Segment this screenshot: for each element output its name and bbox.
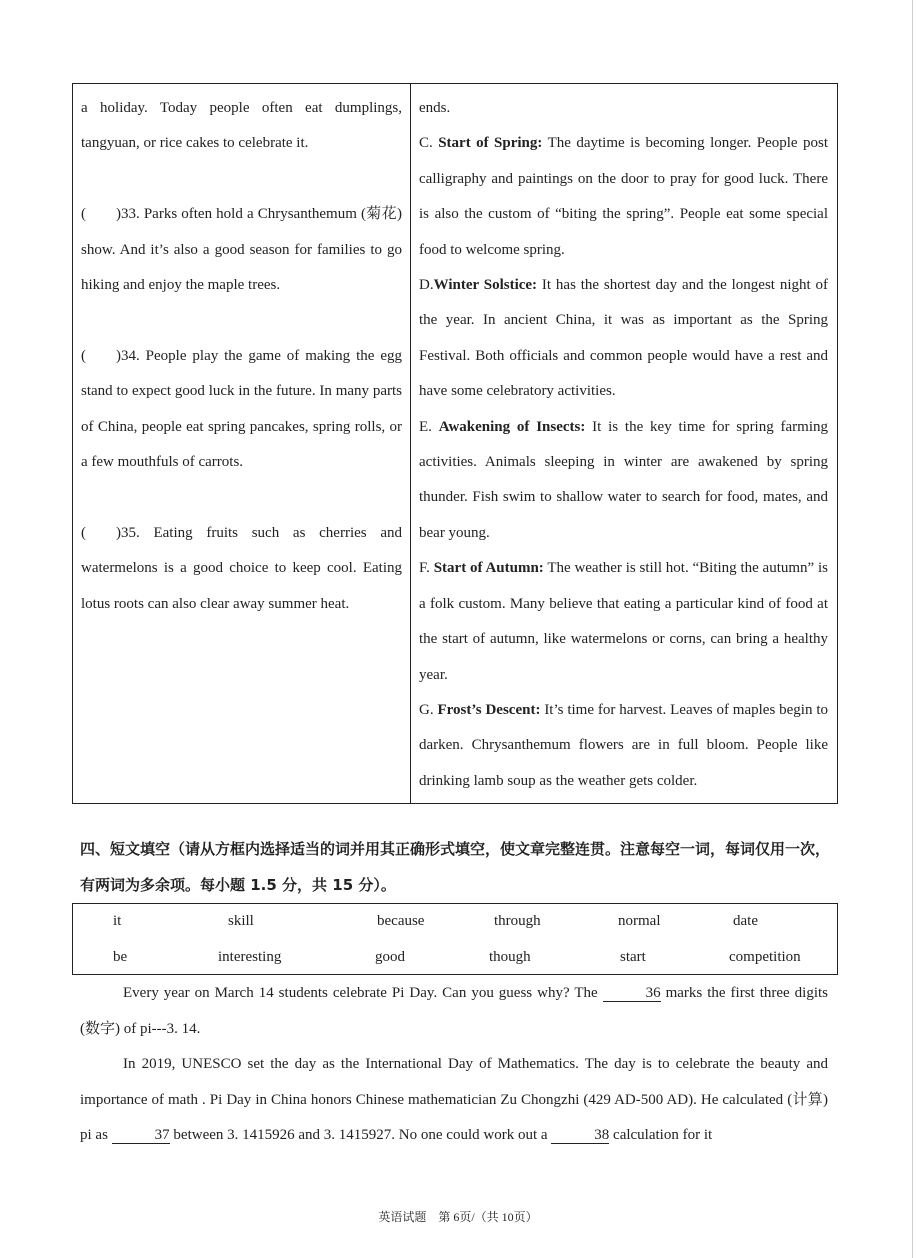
heading-score-total: 15 [332, 875, 354, 894]
question-33: ( )33. Parks often hold a Chrysanthemum (菊花) show. And it’s also a good season for families to go hiking and enjoy the maple trees. [81, 206, 402, 294]
option-c-text: The daytime is becoming longer. People post calligraphy and paintings on the door to pray for good luck. There is also the custom of “biting the spring”. People eat some special food to welcome spring. [419, 135, 829, 258]
passage-text: Every year on March 14 students celebrate Pi Day. Can you guess why? The [123, 985, 603, 1001]
option-d-label: D. [419, 277, 434, 294]
word-bank-item: date [733, 913, 758, 929]
word-bank-item: through [494, 913, 541, 929]
option-f-title: Start of Autumn: [433, 560, 544, 577]
option-d-title: Winter Solstice: [433, 277, 538, 294]
heading-part-a: 四、短文填空（请从方框内选择适当的词并用其正确形式填空，使文章完整连贯。注意每空一词，每词仅用一次，有两词为多余项。每小题 [80, 840, 831, 894]
heading-part-c: 分）。 [353, 875, 396, 894]
heading-part-b: 分，共 [276, 875, 333, 894]
option-f-text: The weather is still hot. “Biting the autumn” is a folk custom. Many believe that eating a particular kind of food at the start of autumn, like watermelons or corns, can bring a healthy year. [419, 560, 829, 683]
word-bank-item: interesting [218, 949, 282, 965]
blank-38[interactable]: 38 [551, 1128, 609, 1144]
word-bank-item: start [620, 949, 646, 965]
page-footer: 英语试题 第 6页/（共 10页） [378, 1210, 538, 1224]
word-bank-item: good [375, 949, 405, 965]
word-bank-item: skill [228, 913, 254, 929]
section-four-heading [80, 832, 830, 903]
word-bank-item: it [113, 913, 122, 929]
blank-36[interactable]: 36 [603, 986, 661, 1002]
word-bank-item: competition [729, 949, 801, 965]
cloze-passage [80, 976, 828, 1154]
option-f [419, 551, 828, 693]
question-35: ( )35. Eating fruits such as cherries and watermelons is a good choice to keep cool. Eating lotus roots can also clear away summer heat. [81, 524, 402, 612]
option-g-title: Frost’s Descent: [437, 701, 541, 718]
option-d [419, 268, 828, 410]
option-c-label: C. [419, 135, 433, 152]
option-f-label: F. [419, 560, 430, 577]
option-e [419, 410, 828, 552]
option-b-ending: ends. [419, 100, 451, 116]
passage-text: marks the first three digits (数字) of pi---3. 14. [80, 985, 828, 1037]
left-continuation-text: a holiday. Today people often eat dumplings, tangyuan, or rice cakes to celebrate it. [81, 100, 402, 152]
question-34: ( )34. People play the game of making the egg stand to expect good luck in the future. In many parts of China, people eat spring pancakes, spring rolls, or a few mouthfuls of carrots. [81, 347, 402, 471]
word-bank-item: though [489, 949, 531, 965]
page-edge-rule [912, 0, 913, 1258]
word-bank-item: because [377, 913, 425, 929]
passage-paragraph-1 [80, 976, 828, 1047]
option-e-text: It is the key time for spring farming activities. Animals sleeping in winter are awakened by spring thunder. Fish swim to shallow water to search for food, mates, and bear young. [419, 418, 829, 541]
word-bank-item: be [113, 949, 128, 965]
option-d-text: It has the shortest day and the longest night of the year. In ancient China, it was as important as the Spring Festival. Both officials and common people would have a rest and have some celebratory activities. [419, 277, 828, 400]
matching-left-column [73, 84, 411, 803]
word-bank [72, 903, 838, 975]
option-e-label: E. [419, 418, 432, 435]
option-c-title: Start of Spring: [438, 135, 543, 152]
blank-37[interactable]: 37 [112, 1128, 170, 1144]
option-e-title: Awakening of Insects: [438, 418, 586, 435]
passage-paragraph-2 [80, 1047, 828, 1154]
heading-score-each: 1.5 [250, 875, 277, 894]
word-bank-row-2 [73, 940, 837, 976]
matching-table [72, 83, 838, 804]
passage-text: between 3. 1415926 and 3. 1415927. No one could work out a [169, 1127, 552, 1143]
word-bank-item: normal [618, 913, 661, 929]
option-g-label: G. [419, 701, 434, 718]
option-c [419, 126, 828, 268]
option-g [419, 693, 828, 799]
word-bank-row-1 [73, 904, 837, 940]
passage-text: In 2019, UNESCO set the day as the International Day of Mathematics. The day is to celebrate the beauty and importance of math . Pi Day in China honors Chinese mathematician Zu Chongzhi (429 AD-500 AD). He calculated (计算) pi as [80, 1056, 828, 1143]
option-g-text: It’s time for harvest. Leaves of maples begin to darken. Chrysanthemum flowers are in full bloom. People like drinking lamb soup as the weather gets colder. [419, 701, 828, 789]
passage-text: calculation for it [609, 1127, 713, 1143]
matching-right-column [411, 84, 837, 803]
